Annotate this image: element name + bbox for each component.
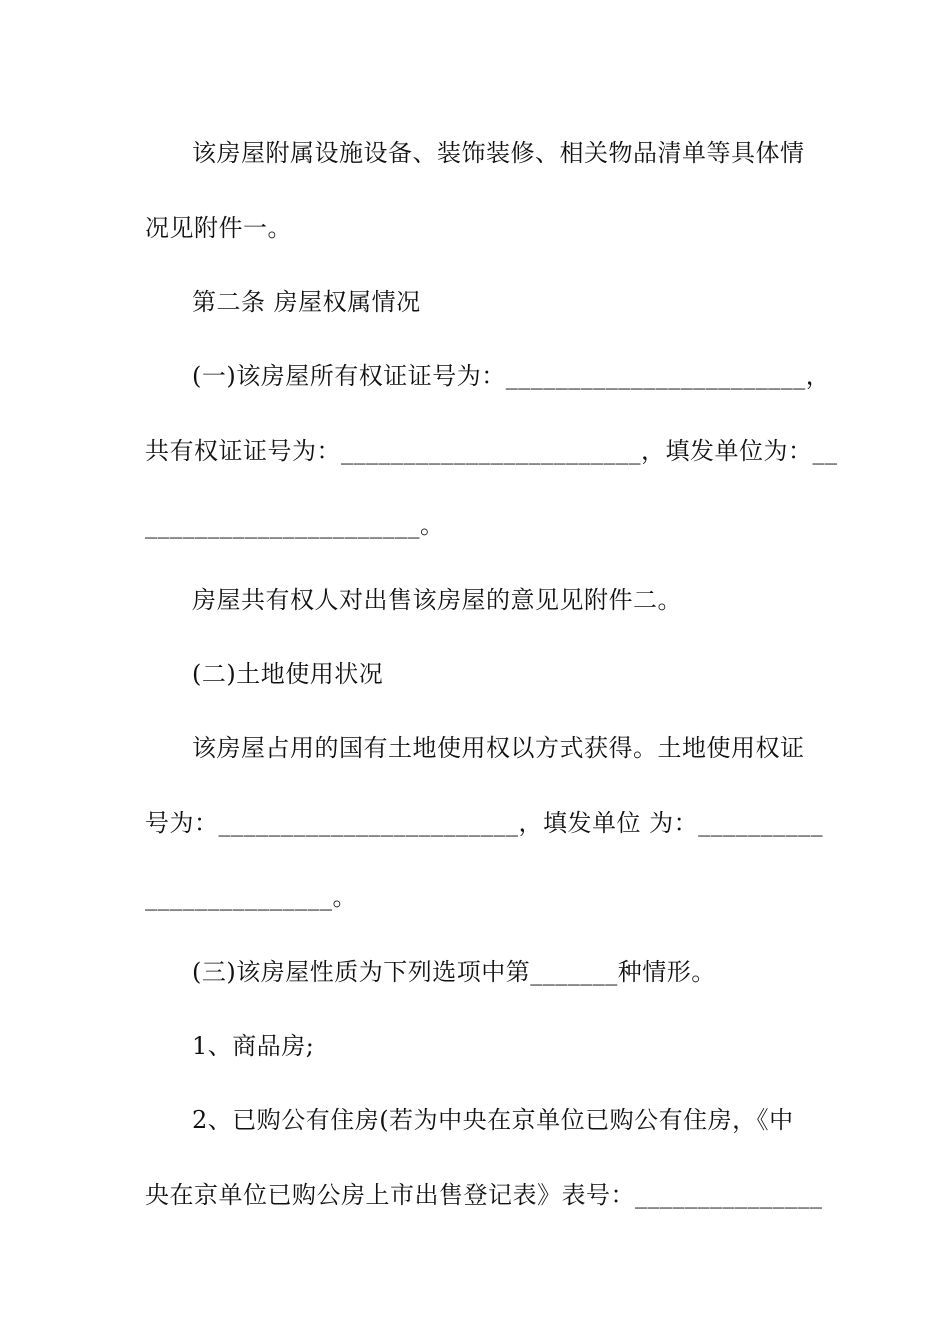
paragraph-line: 号为：________________________，填发单位 为：__________	[145, 809, 824, 837]
paragraph-line: 该房屋占用的国有土地使用权以方式获得。土地使用权证	[192, 734, 805, 762]
paragraph-line: 共有权证证号为：________________________，填发单位为：__	[145, 437, 838, 465]
paragraph-line: 央在京单位已购公房上市出售登记表》表号：_______________	[145, 1181, 823, 1209]
section-heading: 第二条 房屋权属情况	[192, 288, 421, 316]
paragraph-line: 该房屋附属设施设备、装饰装修、相关物品清单等具体情	[192, 139, 805, 167]
paragraph-line: (三)该房屋性质为下列选项中第_______种情形。	[192, 958, 716, 986]
list-item: 1、商品房;	[192, 1032, 315, 1060]
paragraph-line: 房屋共有权人对出售该房屋的意见见附件二。	[192, 586, 682, 614]
subsection-heading: (二)土地使用状况	[192, 660, 384, 688]
list-item: 2、已购公有住房(若为中央在京单位已购公有住房，《中	[192, 1106, 794, 1134]
paragraph-line: (一)该房屋所有权证证号为：________________________，	[192, 362, 831, 390]
paragraph-line: ______________________。	[145, 511, 445, 539]
paragraph-line: _______________。	[145, 883, 357, 911]
paragraph-line: 况见附件一。	[145, 214, 292, 242]
